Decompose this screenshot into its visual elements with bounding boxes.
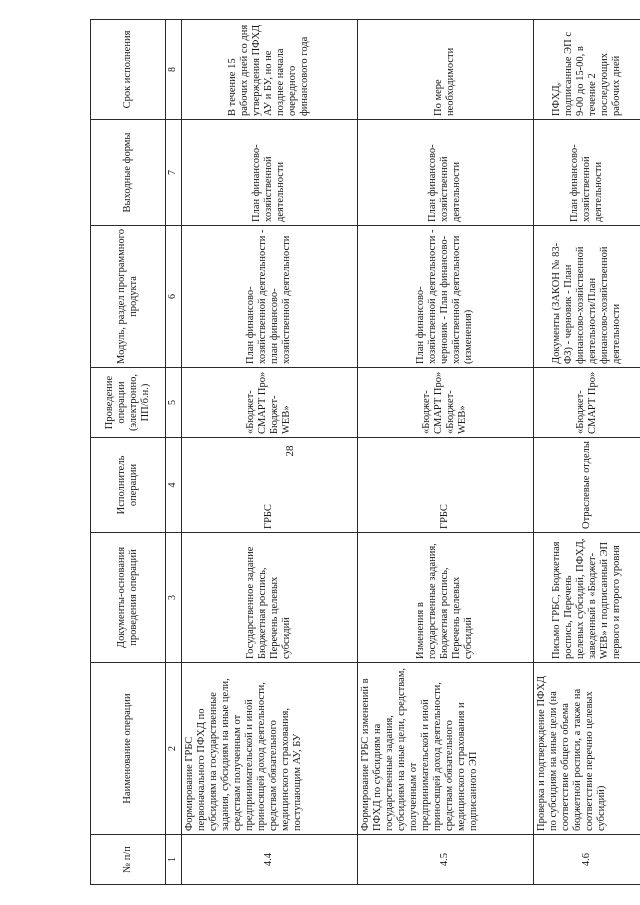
column-number: 8 <box>166 20 182 120</box>
conduct-cell: «Бюджет-СМАРТ Про» «Бюджет-WEB» <box>357 368 533 438</box>
header-conduct: Проведение операции (электронно, ПП/б.н.) <box>91 368 166 438</box>
column-number: 5 <box>166 368 182 438</box>
column-number: 4 <box>166 438 182 533</box>
conduct-cell: «Бюджет-СМАРТ Про» Бюджет-WEB» <box>182 368 358 438</box>
executor-cell: Отраслевые отделы <box>533 438 640 533</box>
header-num: № п/п <box>91 835 166 885</box>
module-cell: План финансово-хозяйственной деятельности - план финансово-хозяйственной деятельности <box>182 226 358 368</box>
table-row <box>357 20 533 885</box>
executor-cell: ГРБС <box>357 438 533 533</box>
column-number-row <box>166 20 182 885</box>
deadline-cell: ПФХД, подписанные ЭП с 9-00 до 15-00, в течение 2 последующих рабочих дней <box>533 20 640 120</box>
table-row <box>182 20 358 885</box>
module-cell: Документы (ЗАКОН № 83-ФЗ) - черновик - План финансово-хозяйственной деятельности/План финансово-хозяйственной деятельности <box>533 226 640 368</box>
table-row <box>533 20 640 885</box>
documents-cell: Изменения в государственные задания, Бюджетная роспись, Перечень целевых субсидий <box>357 533 533 663</box>
row-number: 4.5 <box>357 835 533 885</box>
row-number: 4.6 <box>533 835 640 885</box>
header-operation: Наименование операции <box>91 663 166 835</box>
header-module: Модуль, раздел программного продукта <box>91 226 166 368</box>
header-deadline: Срок исполнения <box>91 20 166 120</box>
executor-cell: ГРБС <box>182 438 358 533</box>
operation-cell: Формирование ГРБС изменений в ПФХД по субсидиям на государственные задания, субсидиям на иные цели, средствам, полученным от предпринимательской и иной приносящей доход деятельности, средствам обязательного медицинского страхования и подписанного ЭП <box>357 663 533 835</box>
page-number: 28 <box>284 445 296 457</box>
operation-cell: Формирование ГРБС первоначального ПФХД по субсидиям на государственные задания, субсидиям на иные цели, средствам полученным от предпринимательской и иной приносящей доход деятельности, средствам обязательного медицинского страхования, поступающим АУ, БУ <box>182 663 358 835</box>
column-number: 6 <box>166 226 182 368</box>
header-output: Выходные формы <box>91 120 166 226</box>
output-cell: План финансово-хозяйственной деятельности <box>357 120 533 226</box>
header-documents: Документы-основания проведения операций <box>91 533 166 663</box>
rotated-table-container <box>90 20 640 885</box>
operations-table <box>90 19 640 885</box>
column-number: 3 <box>166 533 182 663</box>
module-cell: План финансово-хозяйственной деятельности - черновик - План финансово-хозяйственной деятельности (изменения) <box>357 226 533 368</box>
output-cell: План финансово-хозяйственной деятельности <box>533 120 640 226</box>
row-number: 4.4 <box>182 835 358 885</box>
documents-cell: Письмо ГРБС, Бюджетная роспись, Перечень целевых субсидий, ПФХД, заведенный в «Бюджет-WEB» и подписанный ЭП первого и второго уровня <box>533 533 640 663</box>
deadline-cell: В течение 15 рабочих дней со дня утверждения ПФХД АУ и БУ, но не позднее начала очередного финансового года <box>182 20 358 120</box>
header-executor: Исполнитель операции <box>91 438 166 533</box>
column-number: 1 <box>166 835 182 885</box>
column-number: 7 <box>166 120 182 226</box>
column-number: 2 <box>166 663 182 835</box>
table-header-row <box>91 20 166 885</box>
deadline-cell: По мере необходимости <box>357 20 533 120</box>
operation-cell: Проверка и подтверждение ПФХД по субсидиям на иные цели (на соответствие общего объема бюджетной росписи, а также на соответствие перечню целевых субсидий) <box>533 663 640 835</box>
output-cell: План финансово-хозяйственной деятельности <box>182 120 358 226</box>
documents-cell: Государственное задание Бюджетная роспись, Перечень целевых субсидий <box>182 533 358 663</box>
conduct-cell: «Бюджет-СМАРТ Про» <box>533 368 640 438</box>
